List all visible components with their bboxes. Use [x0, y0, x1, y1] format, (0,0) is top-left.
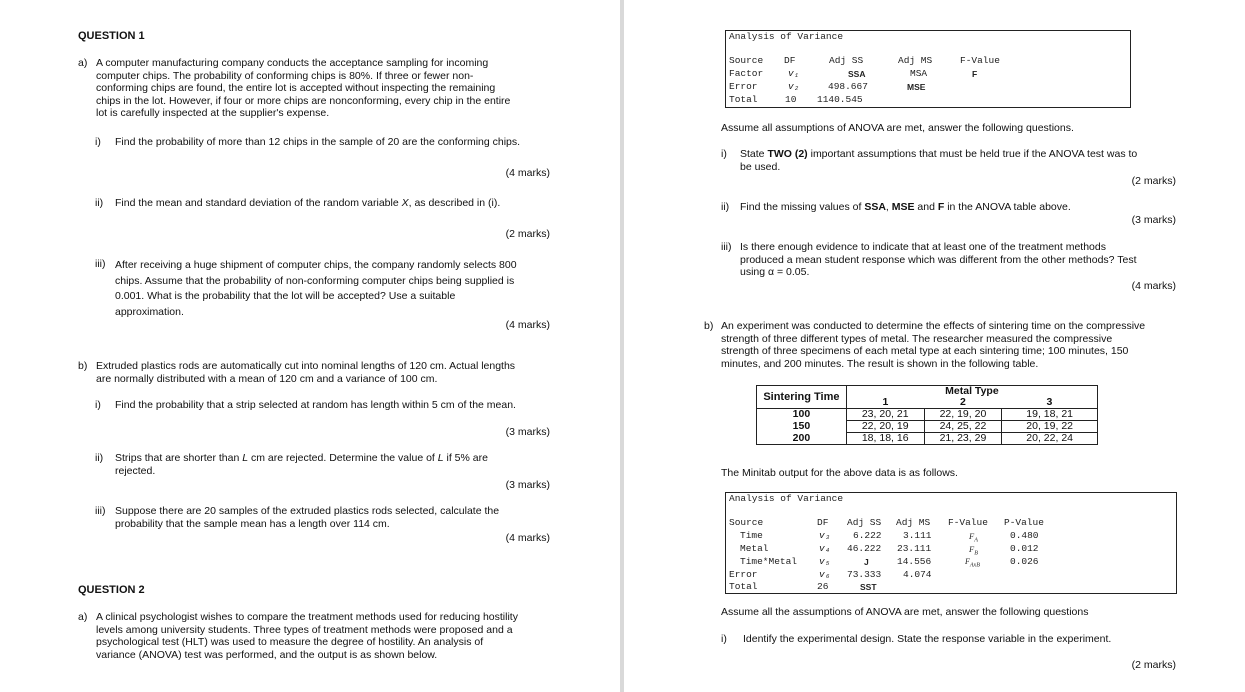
- anova1-title: Analysis of Variance: [729, 31, 844, 42]
- q2a-line: variance (ANOVA) test was performed, and the output is as shown below.: [96, 648, 438, 661]
- anova2-row-f: $F_A$: [969, 531, 978, 544]
- q1b-ii-pre: Strips that are shorter than: [115, 452, 243, 464]
- q2a-ii-text: [740, 201, 1071, 214]
- q1b-i-text: Find the probability that a strip selected at random has length within 5 cm of the mean.: [115, 399, 516, 411]
- q1b-ii-end: if 5% are: [443, 452, 488, 464]
- anova2-title: Analysis of Variance: [729, 493, 844, 504]
- q2a-ii-marks: (3 marks): [1131, 214, 1176, 226]
- q2b-i-label: i): [721, 633, 727, 645]
- anova2-row-ss: 46.222: [847, 543, 882, 554]
- anova2-header-ms: Adj MS: [896, 517, 931, 528]
- q2a-ii-post: in the ANOVA table above.: [944, 201, 1071, 213]
- q2a-i-bold: TWO (2): [767, 148, 808, 160]
- q1b-i-marks: (3 marks): [505, 426, 550, 438]
- anova2-row-df: v₅: [819, 556, 831, 567]
- q2b-label: b): [704, 320, 714, 332]
- q2a-iii-line: produced a mean student response which was different from the other methods? Test: [740, 253, 1137, 266]
- q2a-i-marks: (2 marks): [1131, 175, 1176, 187]
- anova2-row-ss: SST: [860, 582, 877, 592]
- anova2-row-df: 26: [817, 581, 829, 592]
- anova1-row-df: 10: [785, 94, 797, 105]
- anova2-row-ms: 14.556: [897, 556, 932, 567]
- q1b-ii-paragraph: [115, 452, 550, 477]
- q2b-paragraph: [721, 320, 1176, 370]
- q1a-line: A computer manufacturing company conducts the acceptance sampling for incoming: [96, 57, 489, 69]
- anova2-row-p: 0.480: [1010, 530, 1039, 541]
- metal-time-cell: 200: [757, 433, 847, 445]
- q1a-ii-text-pre: Find the mean and standard deviation of the random variable: [115, 197, 402, 209]
- anova2-header-p: P-Value: [1004, 517, 1044, 528]
- q1b-iii-line: probability that the sample mean has a length over 114 cm.: [115, 517, 390, 530]
- anova2-row-source: Metal: [740, 543, 769, 554]
- q2b-line: minutes, and 200 minutes. The result is shown in the following table.: [721, 357, 1039, 370]
- anova2-header-source: Source: [729, 517, 764, 528]
- q1a-line: lot is carefully inspected at the supplier's expense.: [96, 107, 330, 119]
- q1a-iii-line: After receiving a huge shipment of computer chips, the company randomly selects 800: [115, 259, 517, 271]
- metal-time-cell: 150: [757, 421, 847, 433]
- q1a-iii-line: chips. Assume that the probability of non-conforming computer chips being supplied is: [115, 274, 515, 287]
- f-subscript: A: [974, 537, 978, 544]
- metal-cell: 18, 18, 16: [846, 433, 924, 445]
- q1a-line: chips in the lot. However, if four or more chips are nonconforming, every chip in the entire: [96, 94, 511, 107]
- q1-heading: QUESTION 1: [78, 30, 145, 42]
- anova1-msa: MSA: [910, 68, 928, 79]
- q2a-ii-and: and: [914, 201, 938, 213]
- q1b-label: b): [78, 360, 88, 372]
- anova2-row-p: 0.026: [1010, 556, 1039, 567]
- q1b-iii-line: Suppose there are 20 samples of the extruded plastics rods selected, calculate the: [115, 505, 500, 517]
- q1a-iii-line: 0.001. What is the probability that the lot will be accepted? Use a suitable: [115, 290, 456, 302]
- anova1-header-ss: Adj SS: [829, 55, 864, 66]
- q1a-ii-text: [115, 197, 500, 210]
- metal-col-1: 1: [846, 397, 924, 409]
- q1b-iii-label: iii): [95, 505, 106, 517]
- q1b-ii-line2: rejected.: [115, 464, 156, 477]
- q1b-line: Extruded plastics rods are automatically cut into nominal lengths of 120 cm. Actual lengths: [96, 360, 516, 372]
- anova2-row-df: v₃: [819, 530, 831, 541]
- metal-cell: 20, 22, 24: [1002, 433, 1098, 445]
- q2a-i-line2: be used.: [740, 160, 781, 173]
- q1b-iii-marks: (4 marks): [505, 532, 550, 544]
- q1b-ii-label: ii): [95, 452, 104, 464]
- right-page: [624, 0, 1245, 692]
- q2b-line: An experiment was conducted to determine the effects of sintering time on the compressive: [721, 320, 1146, 332]
- q2a-ii-f: F: [937, 201, 945, 213]
- q2a-line: levels among university students. Three types of treatment methods were proposed and a: [96, 623, 513, 636]
- anova1-row-source: Total: [729, 94, 758, 105]
- anova2-row-f: $F_{AxB}$: [965, 557, 980, 569]
- q1a-iii-paragraph: [115, 258, 550, 320]
- metal-table-col-header: Metal Type: [846, 386, 1097, 398]
- anova2-row-ms: 23.111: [897, 543, 932, 554]
- q1a-label: a): [78, 57, 88, 69]
- q1b-i-label: i): [95, 399, 101, 411]
- anova1-row-df: v₂: [788, 81, 800, 92]
- assumption-text-2: Assume all the assumptions of ANOVA are met, answer the following questions: [721, 606, 1089, 618]
- q2a-ii-mse: MSE: [891, 201, 915, 213]
- anova1-row-source: Error: [729, 81, 758, 92]
- assumption-text-1: Assume all assumptions of ANOVA are met, answer the following questions.: [721, 122, 1074, 134]
- anova2-header-ss: Adj SS: [847, 517, 882, 528]
- q2b-i-marks: (2 marks): [1131, 659, 1176, 671]
- q2a-i-label: i): [721, 148, 727, 160]
- anova2-row-ms: 3.111: [903, 530, 932, 541]
- q1b-line: are normally distributed with a mean of 120 cm and a variance of 100 cm.: [96, 372, 438, 385]
- q2a-i-line1: [740, 148, 1176, 161]
- q2a-i-pre: State: [740, 148, 768, 160]
- q2a-iii-paragraph: [740, 241, 1176, 279]
- q1b-ii-marks: (3 marks): [505, 479, 550, 491]
- anova2-row-source: Error: [729, 569, 758, 580]
- q1a-i-marks: (4 marks): [505, 167, 550, 179]
- q1a-ii-marks: (2 marks): [505, 228, 550, 240]
- anova2-header-df: DF: [817, 517, 829, 528]
- anova2-row-ms: 4.074: [903, 569, 932, 580]
- q1b-ii-var2: L: [437, 452, 444, 464]
- q1a-paragraph: [96, 57, 550, 120]
- q1b-ii-var: L: [242, 452, 249, 464]
- anova-table-1: [725, 30, 1131, 108]
- metal-table-row-header: Sintering Time: [757, 386, 847, 409]
- q2a-i-paragraph: [740, 148, 1176, 173]
- anova1-row-ss: 498.667: [828, 81, 868, 92]
- q2a-ii-ssa: SSA: [864, 201, 886, 213]
- f-subscript: B: [974, 550, 978, 557]
- metal-cell: 21, 23, 29: [924, 433, 1002, 445]
- metal-time-cell: 100: [757, 409, 847, 421]
- q1a-line: computer chips. The probability of conforming chips is 80%. If three or fewer non-: [96, 69, 474, 82]
- metal-cell: 23, 20, 21: [846, 409, 924, 421]
- anova-table-2: [725, 492, 1177, 594]
- q2-heading: QUESTION 2: [78, 584, 145, 596]
- q1a-i-text: Find the probability of more than 12 chips in the sample of 20 are the conforming chips.: [115, 136, 521, 148]
- q2a-ii-comma: ,: [885, 201, 892, 213]
- minitab-text: The Minitab output for the above data is as follows.: [721, 467, 958, 479]
- q2a-ii-pre: Find the missing values of: [740, 201, 865, 213]
- anova1-mse: MSE: [907, 82, 926, 92]
- q1a-iii-label: iii): [95, 258, 106, 270]
- q2b-line: strength of three different types of metal. The researcher measured the compressive: [721, 332, 1113, 345]
- anova2-row-source: Total: [729, 581, 758, 592]
- q1a-iii-line: approximation.: [115, 305, 184, 318]
- anova2-row-p: 0.012: [1010, 543, 1039, 554]
- q1b-ii-mid: cm are rejected. Determine the value of: [248, 452, 438, 464]
- anova2-row-ss: J: [864, 557, 869, 567]
- anova1-header-ms: Adj MS: [898, 55, 933, 66]
- anova1-row-ss: 1140.545: [817, 94, 863, 105]
- q2a-label: a): [78, 611, 88, 623]
- q2b-i-text: Identify the experimental design. State the response variable in the experiment.: [743, 633, 1112, 645]
- anova1-ssa: SSA: [848, 69, 866, 79]
- q1a-ii-label: ii): [95, 197, 104, 209]
- q2b-line: strength of three specimens of each metal type at each sintering time; 100 minutes, 150: [721, 345, 1129, 357]
- anova2-row-df: v₆: [819, 569, 831, 580]
- anova2-row-df: v₄: [819, 543, 831, 554]
- anova2-row-ss: 6.222: [853, 530, 882, 541]
- q1b-ii-line1: [115, 452, 550, 465]
- anova2-header-f: F-Value: [948, 517, 988, 528]
- anova2-row-source: Time*Metal: [740, 556, 798, 567]
- metal-cell: 20, 19, 22: [1002, 421, 1098, 433]
- q1a-i-label: i): [95, 136, 101, 148]
- f-subscript: AxB: [969, 562, 980, 569]
- q1a-ii-var: X: [401, 197, 409, 209]
- q1b-iii-paragraph: [115, 505, 550, 530]
- left-page: [0, 0, 620, 692]
- anova1-header-f: F-Value: [960, 55, 1000, 66]
- anova1-header-source: Source: [729, 55, 764, 66]
- q2a-line: A clinical psychologist wishes to compare the treatment methods used for reducing hostility: [96, 611, 518, 623]
- q2a-i-post: important assumptions that must be held true if the ANOVA test was to: [807, 148, 1138, 160]
- q2a-iii-line: Is there enough evidence to indicate that at least one of the treatment methods: [740, 241, 1106, 253]
- q2a-iii-marks: (4 marks): [1131, 280, 1176, 292]
- anova2-row-f: $F_B$: [969, 544, 978, 557]
- q2a-iii-label: iii): [721, 241, 732, 253]
- q2a-line: psychological test (HLT) was used to measure the degree of hostility. An analysis of: [96, 636, 484, 648]
- q1a-iii-marks: (4 marks): [505, 319, 550, 331]
- anova1-row-source: Factor: [729, 68, 764, 79]
- q2a-iii-line: using α = 0.05.: [740, 266, 810, 278]
- metal-cell: 24, 25, 22: [924, 421, 1002, 433]
- metal-col-3: 3: [1002, 397, 1098, 409]
- anova1-header-df: DF: [784, 55, 796, 66]
- q2a-ii-label: ii): [721, 201, 730, 213]
- metal-cell: 22, 20, 19: [846, 421, 924, 433]
- q2a-paragraph: [96, 611, 550, 661]
- metal-col-2: 2: [924, 397, 1002, 409]
- q1b-paragraph: [96, 360, 550, 385]
- metal-table: [756, 385, 1098, 445]
- anova1-row-df: v₁: [788, 68, 800, 79]
- anova2-row-source: Time: [740, 530, 763, 541]
- metal-cell: 22, 19, 20: [924, 409, 1002, 421]
- q1a-line: conforming chips are found, the entire lot is accepted without inspecting the remaining: [96, 82, 496, 94]
- anova2-row-ss: 73.333: [847, 569, 882, 580]
- metal-cell: 19, 18, 21: [1002, 409, 1098, 421]
- anova1-f: F: [972, 69, 978, 79]
- q1a-ii-text-post: , as described in (i).: [408, 197, 501, 209]
